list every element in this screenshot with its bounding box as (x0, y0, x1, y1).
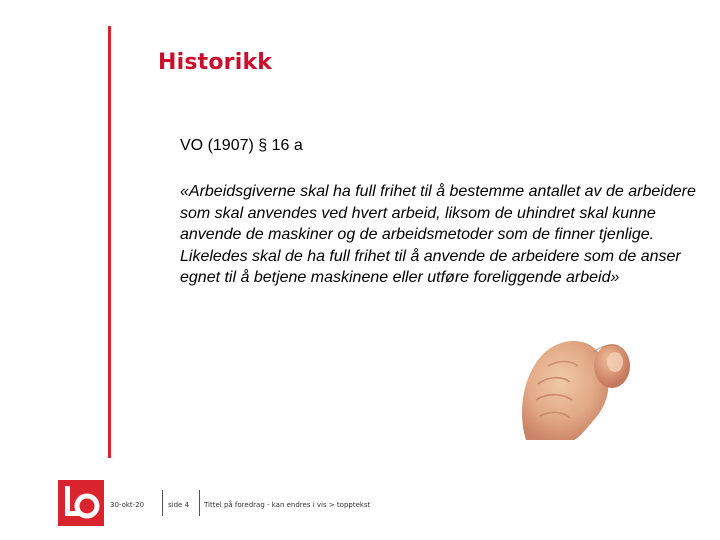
footer-separator (162, 490, 163, 516)
pointing-hand-illustration (508, 322, 636, 440)
regulation-quote: «Arbeidsgiverne skal ha full frihet til å bestemme antallet av de arbeidere som skal anvendes ved hvert arbeid, liksom de uhindret skal kunne anvende de maskiner og de arbeidsmetoder som de finner tjenlige. Likeledes skal de ha full frihet til å anvende de arbeidere som de anser egnet til å betjene maskinene eller utføre foreliggende arbeid» (180, 183, 696, 286)
footer-caption: Tittel på foredrag - kan endres i vis > topptekst (204, 501, 371, 509)
accent-vertical-line (108, 26, 111, 458)
footer-date: 30-okt-20 (110, 501, 145, 509)
footer-separator (199, 490, 200, 516)
slide-title: Historikk (158, 50, 273, 75)
footer-page-number: side 4 (168, 501, 190, 509)
lo-logo (58, 480, 104, 526)
regulation-heading: VO (1907) § 16 a (180, 137, 303, 154)
